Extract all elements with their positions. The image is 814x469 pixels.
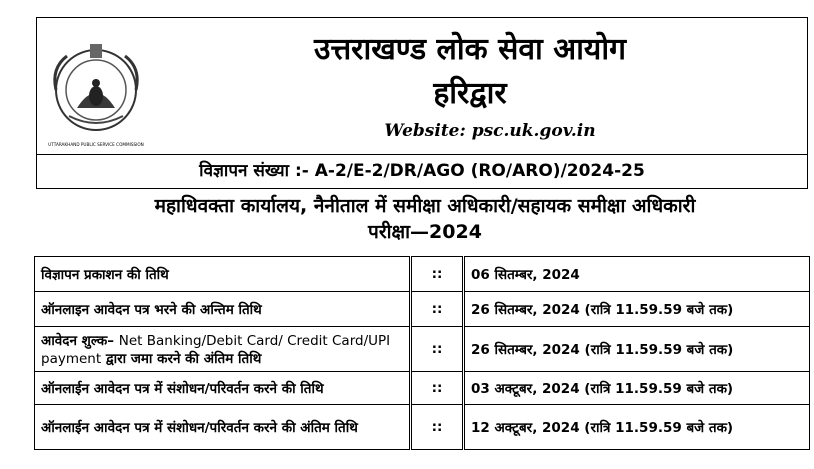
row-value: 03 अक्टूबर, 2024 (रात्रि 11.59.59 बजे तक) — [464, 372, 810, 405]
important-dates-table — [34, 256, 810, 450]
row-value: 06 सितम्बर, 2024 — [464, 257, 810, 292]
subject-line-1: महाधिवक्ता कार्यालय, नैनीताल में समीक्षा अधिकारी/सहायक समीक्षा अधिकारी — [154, 195, 696, 217]
row-label — [35, 327, 411, 372]
fee-label-prefix: आवेदन शुल्क– — [41, 333, 119, 349]
table-row — [35, 405, 810, 450]
row-separator: :: — [411, 257, 464, 292]
commission-logo — [47, 38, 145, 150]
header-divider — [36, 154, 808, 155]
row-value: 26 सितम्बर, 2024 (रात्रि 11.59.59 बजे तक) — [464, 327, 810, 372]
row-label: ऑनलाईन आवेदन पत्र में संशोधन/परिवर्तन करने की तिथि — [35, 372, 411, 405]
row-label: ऑनलाईन आवेदन पत्र में संशोधन/परिवर्तन करने की अंतिम तिथि — [35, 405, 411, 450]
row-separator: :: — [411, 327, 464, 372]
table-row — [35, 257, 810, 292]
fee-payment-modes: Net Banking/Debit Card/ Credit Card/UPI payment — [41, 333, 391, 367]
subject-line-2: परीक्षा—2024 — [368, 221, 482, 243]
row-separator: :: — [411, 405, 464, 450]
row-value: 26 सितम्बर, 2024 (रात्रि 11.59.59 बजे तक) — [464, 292, 810, 327]
advertisement-number: विज्ञापन संख्या :- A-2/E-2/DR/AGO (RO/ARO)/2024-25 — [199, 161, 645, 181]
row-value: 12 अक्टूबर, 2024 (रात्रि 11.59.59 बजे तक) — [464, 405, 810, 450]
website-text: Website: psc.uk.gov.in — [384, 121, 596, 141]
org-title: उत्तराखण्ड लोक सेवा आयोग — [314, 32, 626, 67]
logo-caption: UTTARAKHAND PUBLIC SERVICE COMMISSION — [48, 142, 144, 147]
row-separator: :: — [411, 372, 464, 405]
table-row — [35, 372, 810, 405]
row-label: विज्ञापन प्रकाशन की तिथि — [35, 257, 411, 292]
row-label: ऑनलाइन आवेदन पत्र भरने की अन्तिम तिथि — [35, 292, 411, 327]
row-separator: :: — [411, 292, 464, 327]
fee-label-suffix: द्वारा जमा करने की अंतिम तिथि — [101, 351, 262, 367]
table-row — [35, 327, 810, 372]
subject-heading — [80, 193, 770, 245]
table-row — [35, 292, 810, 327]
org-city: हरिद्वार — [433, 76, 507, 111]
